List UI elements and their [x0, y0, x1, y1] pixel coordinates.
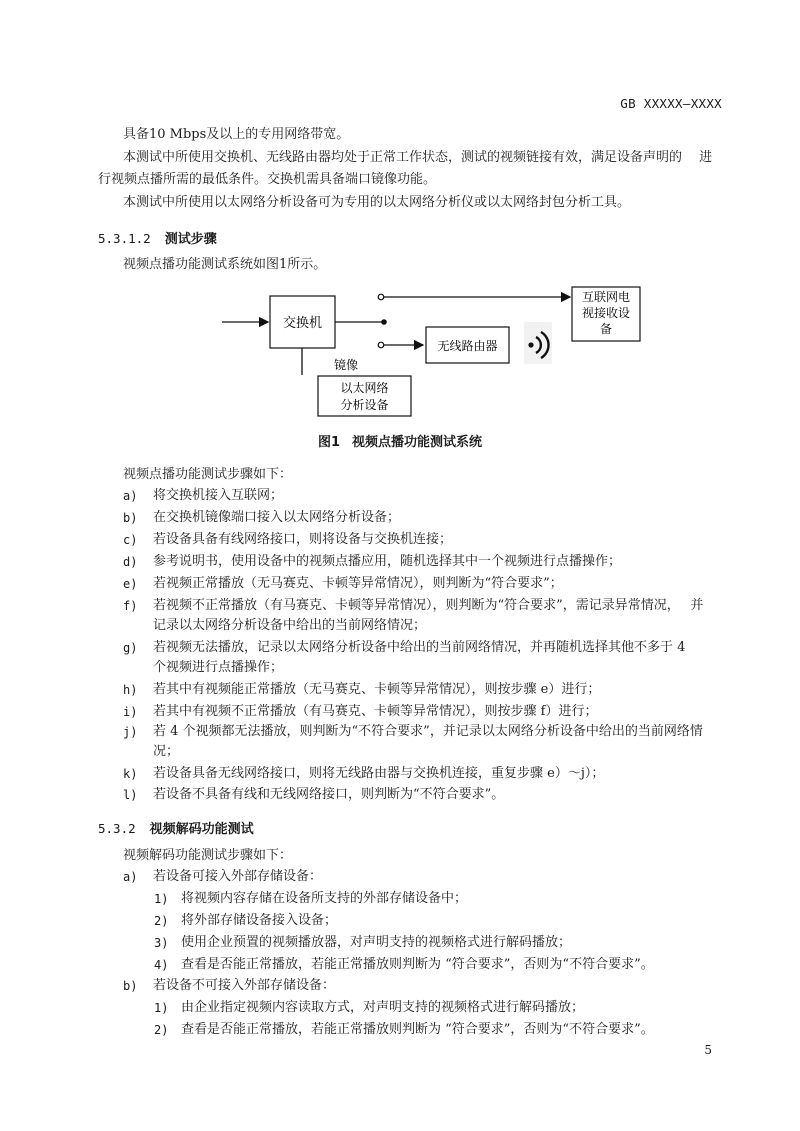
- list-text-continued: 记录以太网络分析设备中给出的当前网络情况；: [153, 618, 427, 633]
- list-text: 查看是否能正常播放，若能正常播放则判断为 “符合要求”，否则为“不符合要求”。: [181, 1022, 654, 1037]
- list-text-continued: 况；: [153, 744, 180, 759]
- list-text: 将交换机接入互联网；: [153, 488, 284, 503]
- steps-intro: 视频点播功能测试步骤如下：: [123, 467, 293, 482]
- section-heading-532: [98, 818, 254, 837]
- list-text: 若其中有视频能正常播放（无马赛克、卡顿等异常情况），则按步骤 e）进行；: [153, 682, 601, 697]
- list-text: 若视频无法播放，记录以太网络分析设备中给出的当前网络情况，并再随机选择其他不多于 4: [153, 640, 686, 655]
- figure-intro: 视频点播功能测试系统如图1所示。: [123, 257, 327, 272]
- section-number: 5.3.1.2: [98, 231, 151, 246]
- list-label: h): [123, 683, 138, 697]
- list-text: 若设备不可接入外部存储设备：: [153, 978, 336, 993]
- list-text: 查看是否能正常播放，若能正常播放则判断为 “符合要求”，否则为“不符合要求”。: [181, 957, 654, 972]
- mirror-label: 镜像: [334, 358, 359, 372]
- list-text: 若其中有视频不正常播放（有马赛克、卡顿等异常情况），则按步骤 f）进行；: [153, 704, 598, 719]
- list-label: a): [123, 489, 138, 503]
- list-label: f): [123, 599, 138, 613]
- list-text: 使用企业预置的视频播放器，对声明支持的视频格式进行解码播放；: [181, 935, 572, 950]
- list-label: i): [123, 705, 138, 719]
- section-number: 5.3.2: [98, 821, 136, 836]
- list-label: e): [123, 577, 138, 591]
- list-text: 若设备不具备有线和无线网络接口，则判断为“不符合要求”。: [153, 787, 505, 802]
- bandwidth-line: 具备10 Mbps及以上的专用网络带宽。: [123, 127, 350, 142]
- router-label: 无线路由器: [437, 339, 498, 353]
- list-text: 若视频不正常播放（有马赛克、卡顿等异常情况），则判断为“符合要求”，需记录异常情况， 并: [153, 598, 704, 613]
- list-text: 若视频正常播放（无马赛克、卡顿等异常情况），则判断为“符合要求”；: [153, 576, 563, 591]
- list-label: j): [123, 725, 138, 739]
- section-title: 视频解码功能测试: [149, 822, 254, 837]
- wifi-signal-icon: [524, 322, 552, 364]
- list-label: l): [123, 788, 138, 802]
- list-label: a): [123, 870, 138, 884]
- switch-label: 交换机: [282, 316, 323, 331]
- list-label: 2): [154, 1023, 169, 1037]
- list-text: 若设备具备无线网络接口，则将无线路由器与交换机连接，重复步骤 e）～j）；: [153, 766, 605, 781]
- list-label: b): [123, 511, 138, 525]
- list-text: 在交换机镜像端口接入以太网络分析设备；: [153, 510, 401, 525]
- conditions-line-2: 行视频点播所需的最低条件。交换机需具备端口镜像功能。: [98, 172, 437, 187]
- list-text: 由企业指定视频内容读取方式，对声明支持的视频格式进行解码播放；: [181, 1000, 585, 1015]
- tv-switch-contact: [378, 294, 384, 300]
- list-label: 1): [154, 1001, 169, 1015]
- list-label: d): [123, 555, 138, 569]
- analyzer-label-line-2: 分析设备: [340, 398, 389, 412]
- list-text: 将视频内容存储在设备所支持的外部存储设备中；: [181, 891, 468, 906]
- list-label: 4): [154, 958, 169, 972]
- list-label: b): [123, 979, 138, 993]
- tv-label-line-3: 备: [599, 322, 613, 336]
- list-text: 若设备具备有线网络接口，则将设备与交换机连接；: [153, 532, 453, 547]
- list-label: 1): [154, 892, 169, 906]
- test-system-diagram: [0, 0, 800, 431]
- list-label: g): [123, 641, 138, 655]
- list-text: 将外部存储设备接入设备；: [181, 913, 338, 928]
- figure-title: 视频点播功能测试系统: [352, 435, 483, 450]
- list-text: 参考说明书，使用设备中的视频点播应用，随机选择其中一个视频进行点播操作；: [153, 554, 622, 569]
- analyzer-note: 本测试中所使用以太网络分析设备可为专用的以太网络分析仪或以太网络封包分析工具。: [123, 195, 631, 210]
- tv-label-line-1: 互联网电: [581, 290, 631, 304]
- list-text: 若 4 个视频都无法播放，则判断为“不符合要求”，并记录以太网络分析设备中给出的当前网络情: [153, 724, 703, 739]
- router-switch-contact: [378, 342, 384, 348]
- standard-code: GB XXXXX—XXXX: [620, 96, 722, 111]
- list-text: 若设备可接入外部存储设备：: [153, 869, 323, 884]
- list-label: c): [123, 533, 138, 547]
- list-label: 3): [154, 936, 169, 950]
- figure-caption: [0, 431, 800, 450]
- analyzer-label-line-1: 以太网络: [340, 381, 389, 395]
- page-number: 5: [704, 1043, 712, 1057]
- list-label: k): [123, 767, 138, 781]
- figure-number: 图1: [317, 435, 341, 450]
- conditions-line-1: 本测试中所使用交换机、无线路由器均处于正常工作状态，测试的视频链接有效，满足设备声明的 进: [123, 150, 713, 165]
- tv-label-line-2: 视接收设: [581, 306, 631, 320]
- section-title: 测试步骤: [164, 232, 217, 247]
- decode-intro: 视频解码功能测试步骤如下：: [123, 848, 293, 863]
- list-label: 2): [154, 914, 169, 928]
- junction-dot: [381, 319, 387, 325]
- list-text-continued: 个视频进行点播操作；: [153, 660, 284, 675]
